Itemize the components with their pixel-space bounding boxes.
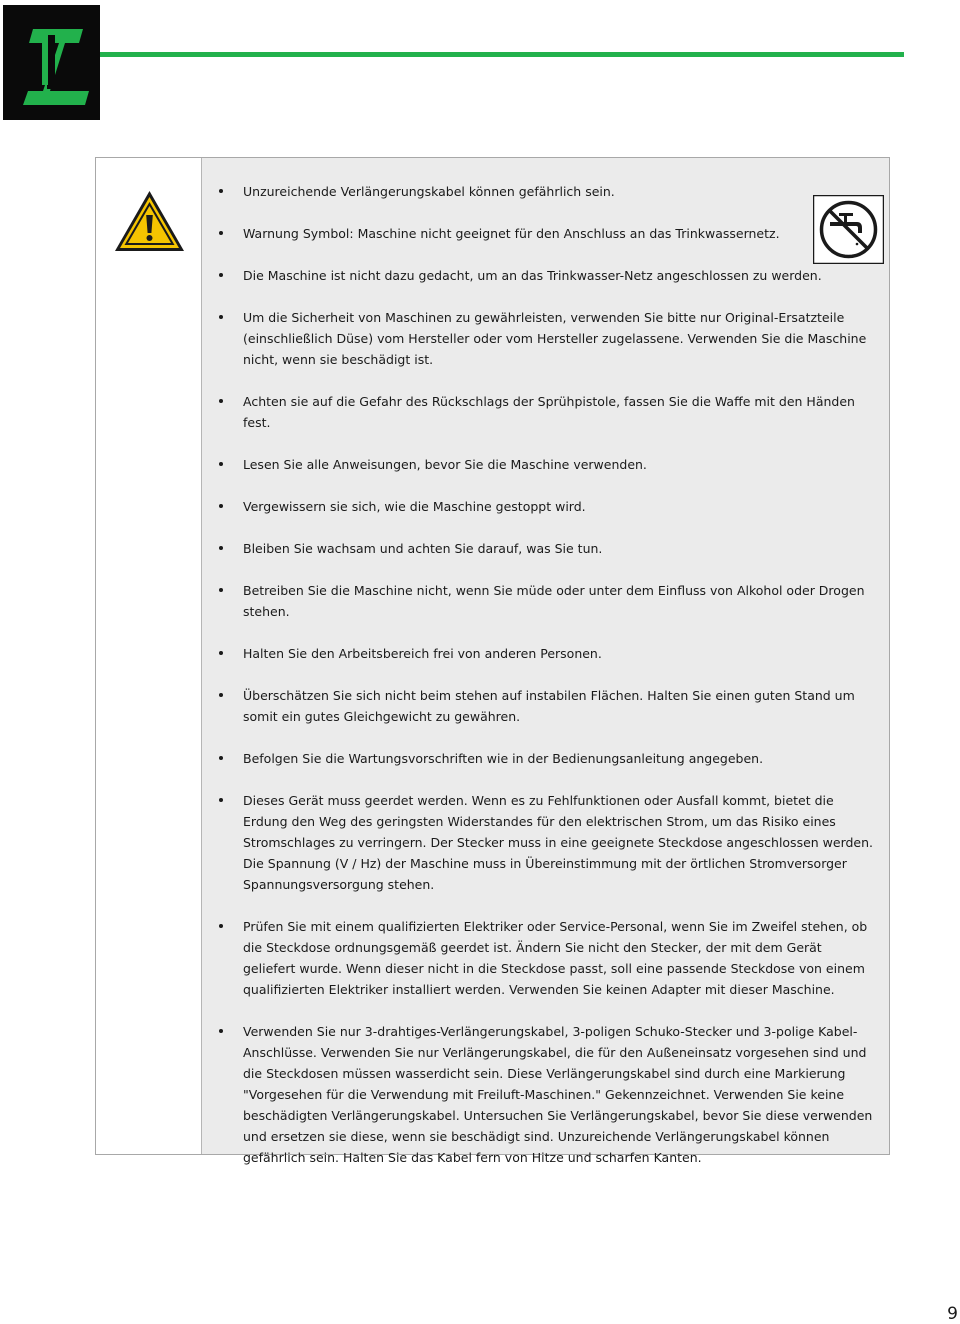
header-rule <box>100 52 904 57</box>
list-item: Betreiben Sie die Maschine nicht, wenn Sie müde oder unter dem Einfluss von Alkohol oder Drogen stehen. <box>209 580 877 622</box>
list-item: Um die Sicherheit von Maschinen zu gewährleisten, verwenden Sie bitte nur Original-Ersatzteile (einschließlich Düse) vom Hersteller oder vom Hersteller zugelassene. Verwenden Sie die Maschine nicht, wenn sie beschädigt ist. <box>209 307 877 370</box>
icon-column <box>96 158 202 1154</box>
list-item: Achten sie auf die Gefahr des Rückschlags der Sprühpistole, fassen Sie die Waffe mit den Händen fest. <box>209 391 877 433</box>
list-item: Die Maschine ist nicht dazu gedacht, um an das Trinkwasser-Netz angeschlossen zu werden. <box>209 265 877 286</box>
brand-logo <box>3 5 100 120</box>
list-item: Lesen Sie alle Anweisungen, bevor Sie die Maschine verwenden. <box>209 454 877 475</box>
list-item: Vergewissern sie sich, wie die Maschine gestoppt wird. <box>209 496 877 517</box>
warning-triangle-icon <box>113 189 186 253</box>
list-item: Überschätzen Sie sich nicht beim stehen auf instabilen Flächen. Halten Sie einen guten Stand um somit ein gutes Gleichgewicht zu gewähren. <box>209 685 877 727</box>
list-item: Warnung Symbol: Maschine nicht geeignet für den Anschluss an das Trinkwassernetz. <box>209 223 877 244</box>
page-number: 9 <box>947 1304 958 1324</box>
list-item: Dieses Gerät muss geerdet werden. Wenn es zu Fehlfunktionen oder Ausfall kommt, bietet die Erdung den Weg des geringsten Widerstandes für den elektrischen Strom, um das Risiko eines Stromschlages zu verringern. Der Stecker muss in eine geeignete Steckdose angeschlossen werden. Die Spannung (V / Hz) der Maschine muss in Übereinstimmung mit der örtlichen Stromversorger Spannungsversorgung stehen. <box>209 790 877 895</box>
safety-notice-box <box>95 157 890 1165</box>
list-item: Bleiben Sie wachsam und achten Sie darauf, was Sie tun. <box>209 538 877 559</box>
safety-instructions-list <box>209 181 877 1189</box>
list-item: Unzureichende Verlängerungskabel können gefährlich sein. <box>209 181 877 202</box>
list-item: Prüfen Sie mit einem qualifizierten Elektriker oder Service-Personal, wenn Sie im Zweifel stehen, ob die Steckdose ordnungsgemäß geerdet ist. Ändern Sie nicht den Stecker, der mit dem Gerät geliefert wurde. Wenn dieser nicht in die Steckdose passt, soll eine passende Steckdose von einem qualifizierten Elektriker installiert werden. Verwenden Sie keinen Adapter mit dieser Maschine. <box>209 916 877 1000</box>
list-item: Verwenden Sie nur 3-drahtiges-Verlängerungskabel, 3-poligen Schuko-Stecker und 3-polige Kabel-Anschlüsse. Verwenden Sie nur Verlängerungskabel, die für den Außeneinsatz vorgesehen sind und die Steckdosen müssen wasserdicht sein. Diese Verlängerungskabel sind durch eine Markierung "Vorgesehen für die Verwendung mit Freiluft-Maschinen." Gekennzeichnet. Verwenden Sie keine beschädigten Verlängerungskabel. Untersuchen Sie Verlängerungskabel, bevor Sie diese verwenden und ersetzen sie diese, wenn sie beschädigt sind. Unzureichende Verlängerungskabel können gefährlich sein. Halten Sie das Kabel fern von Hitze und scharfen Kanten. <box>209 1021 877 1168</box>
list-item: Befolgen Sie die Wartungsvorschriften wie in der Bedienungsanleitung angegeben. <box>209 748 877 769</box>
z-logo-icon <box>3 5 100 120</box>
list-item: Halten Sie den Arbeitsbereich frei von anderen Personen. <box>209 643 877 664</box>
